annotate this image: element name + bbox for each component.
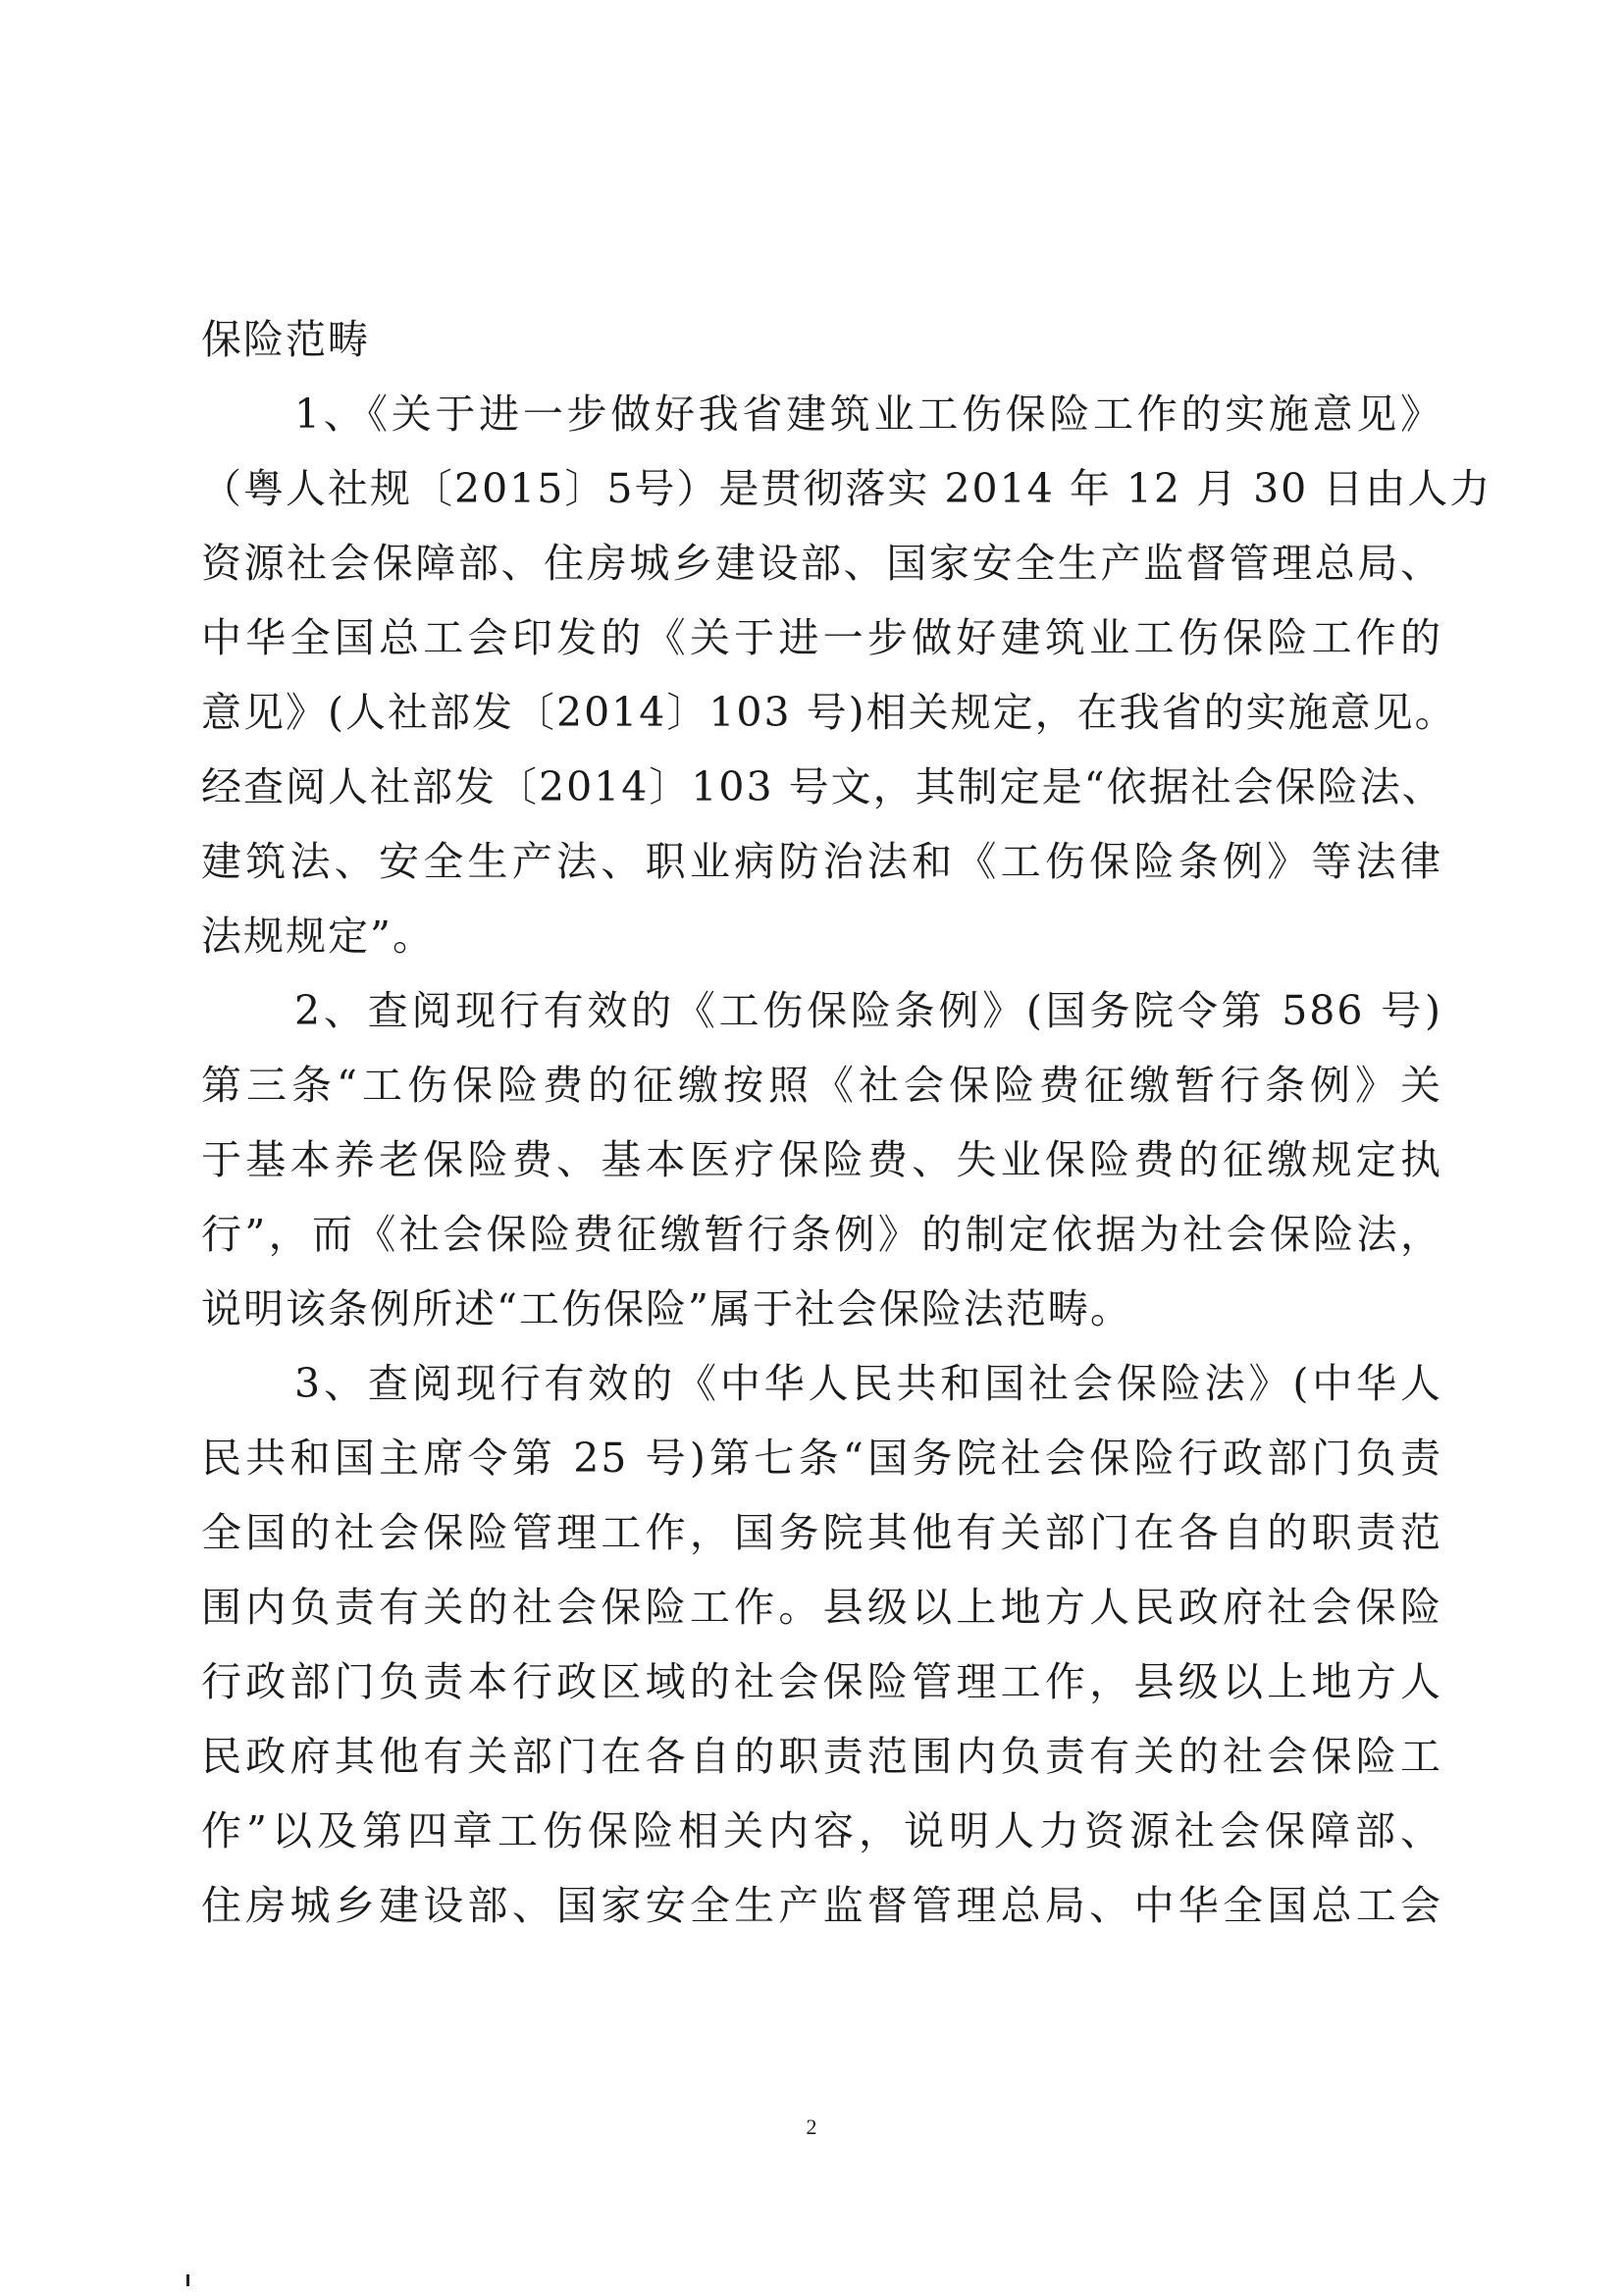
text-line: 行政部门负责本行政区域的社会保险管理工作，县级以上地方人	[201, 1658, 1442, 1705]
text-line: 全国的社会保险管理工作，国务院其他有关部门在各自的职责范	[201, 1509, 1442, 1556]
text-line: 中华全国总工会印发的《关于进一步做好建筑业工伤保险工作的	[201, 614, 1442, 661]
text-line: 1、《关于进一步做好我省建筑业工伤保险工作的实施意见》	[294, 391, 1442, 438]
text-line: 2、查阅现行有效的《工伤保险条例》(国务院令第 586 号)	[294, 987, 1442, 1034]
text-line: 3、查阅现行有效的《中华人民共和国社会保险法》(中华人	[294, 1360, 1442, 1407]
page-number: 2	[806, 2114, 817, 2139]
text-line: 建筑法、安全生产法、职业病防治法和《工伤保险条例》等法律	[201, 838, 1442, 885]
text-line: 说明该条例所述“工伤保险”属于社会保险法范畴。	[201, 1285, 1132, 1332]
text-line: 围内负责有关的社会保险工作。县级以上地方人民政府社会保险	[201, 1584, 1442, 1631]
text-line: 住房城乡建设部、国家安全生产监督管理总局、中华全国总工会	[201, 1882, 1442, 1929]
text-line: 于基本养老保险费、基本医疗保险费、失业保险费的征缴规定执	[201, 1136, 1442, 1183]
text-line: 意见》(人社部发〔2014〕103 号)相关规定，在我省的实施意见。	[201, 689, 1457, 736]
text-line: 行”，而《社会保险费征缴暂行条例》的制定依据为社会保险法，	[201, 1211, 1442, 1258]
text-line: 作”以及第四章工伤保险相关内容，说明人力资源社会保障部、	[201, 1807, 1442, 1854]
text-line: 民共和国主席令第 25 号)第七条“国务院社会保险行政部门负责	[201, 1435, 1442, 1482]
text-line: （粤人社规〔2015〕5号）是贯彻落实 2014 年 12 月 30 日由人力	[201, 465, 1492, 512]
text-line: 保险范畴	[201, 316, 370, 363]
text-line: 民政府其他有关部门在各自的职责范围内负责有关的社会保险工	[201, 1733, 1442, 1780]
text-line: 法规规定”。	[201, 913, 435, 960]
scan-mark	[186, 2274, 189, 2286]
text-line: 经查阅人社部发〔2014〕103 号文，其制定是“依据社会保险法、	[201, 763, 1444, 810]
text-line: 资源社会保障部、住房城乡建设部、国家安全生产监督管理总局、	[201, 540, 1442, 587]
text-line: 第三条“工伤保险费的征缴按照《社会保险费征缴暂行条例》关	[201, 1062, 1442, 1109]
